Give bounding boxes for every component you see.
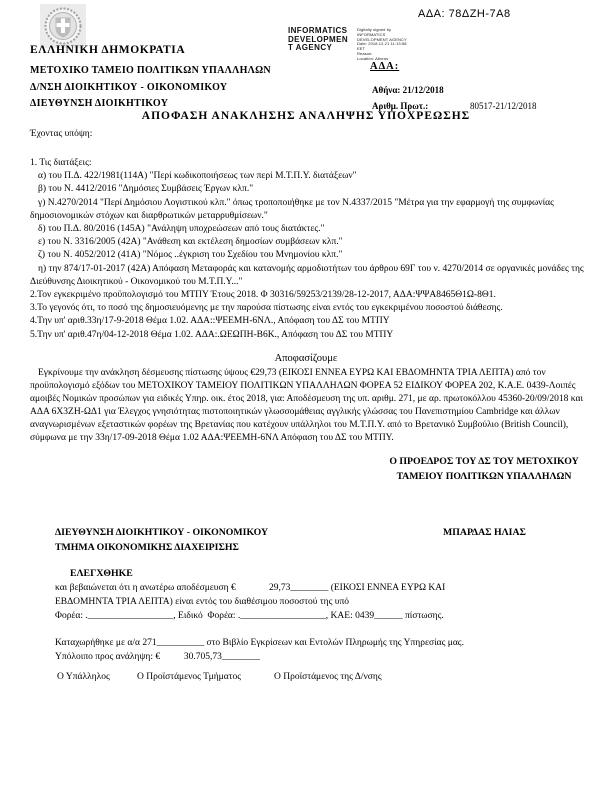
having-item-3: 3.Το γεγονός ότι, το ποσό της δημοσιευόμενης με την παρούσα πίστωσης είναι εντός του εγκεκριμένου ποσοστού διάθεσης.: [30, 303, 503, 314]
balance-line: Υπόλοιπο προς ανάληψη: € 30.705,73________: [55, 652, 260, 662]
signature-detail-line: Date: 2018.12.21 11:13:58: [357, 41, 407, 47]
provision-f: ζ) του Ν. 4052/2012 (41Α) "Νόμος ..έγκριση του Σχεδίου του Μνημονίου κλπ.": [38, 250, 343, 261]
signature-role-section-head: Ο Προϊστάμενος Τμήματος: [137, 672, 242, 682]
header-republic: ΕΛΛΗΝΙΚΗ ΔΗΜΟΚΡΑΤΙΑ: [30, 44, 186, 56]
checked-line-3: Φορέα: .__________________, Ειδικό Φορέα: .__________________, ΚΑΕ: 0439______ πίστωσης.: [55, 611, 444, 621]
president-signature-title: [378, 455, 590, 484]
registered-line: Καταχωρήθηκε με α/α 271__________ στο Βιβλίο Εγκρίσεων και Εντολών Πληρωμής της Υπηρεσίας μας.: [55, 638, 464, 648]
having-item-5: 5.Την υπ' αριθ.47η/04-12-2018 Θέμα 1.02. ΑΔΑ:.ΩΕΩΠΗ-Β6Κ., Απόφαση του ΔΣ του ΜΤΠΥ: [30, 329, 394, 340]
ada-code-top: ΑΔΑ: 78ΔΖΗ-7Α8: [418, 8, 511, 20]
signature-detail-line: Digitally signed by: [357, 27, 392, 32]
having-item-1-head: 1. Τις διατάξεις:: [30, 158, 92, 168]
provision-d: δ) του Π.Δ. 80/2016 (145Α) "Ανάληψη υποχρεώσεων από τους διατάκτες.": [38, 224, 325, 235]
document-title: ΑΠΟΦΑΣΗ ΑΝΑΚΛΗΣΗΣ ΑΝΑΛΗΨΗΣ ΥΠΟΧΡΕΩΣΗΣ: [141, 110, 471, 122]
having-list: [30, 157, 587, 342]
signature-detail-line: DEVELOPMENT AGENCY: [357, 36, 407, 42]
digital-signature-details: [357, 28, 443, 62]
greek-emblem-logo: [40, 4, 86, 48]
ida-agency-line: DEVELOPMEN: [288, 34, 349, 44]
city-date: Αθήνα: 21/12/2018: [372, 85, 444, 95]
checked-heading: ΕΛΕΓΧΘΗΚΕ: [70, 568, 133, 579]
header-fund: ΜΕΤΟΧΙΚΟ ΤΑΜΕΙΟ ΠΟΛΙΤΙΚΩΝ ΥΠΑΛΛΗΛΩΝ: [30, 65, 271, 76]
signature-detail-line: Reason:: [357, 50, 373, 56]
provision-c: γ) Ν.4270/2014 "Περί Δημόσιου Λογιστικού κλπ." όπως τροποποιήθηκε με τον Ν.4337/2015 "Μέτρα για την εφαρμογή της συμφωνίας δημοσιονομικών στόχων και διαρθρωτικών μεταρρυθμίσεων.": [30, 197, 554, 221]
provision-e: ε) του Ν. 3316/2005 (42Α) "Ανάθεση και εκτέλεση δημοσίων συμβάσεων κλπ.": [38, 237, 343, 248]
checked-line-2: ΕΒΔΟΜΗΝΤΑ ΤΡΙΑ ΛΕΠΤΑ) είναι εντός του διαθέσιμου ποσοστού της υπό: [55, 597, 350, 607]
signature-role-directorate-head: Ο Προϊστάμενος της Δ/νσης: [274, 672, 382, 682]
decision-heading: Αποφασίζουμε: [274, 353, 338, 364]
provision-b: β) του Ν. 4412/2016 "Δημόσιες Συμβάσεις Έργων κλπ.": [38, 184, 254, 195]
president-title-line-2: ΤΑΜΕΙΟΥ ΠΟΛΙΤΙΚΩΝ ΥΠΑΛΛΗΛΩΝ: [396, 470, 572, 482]
checked-line-1: και βεβαιώνεται ότι η ανωτέρω αποδέσμευση € 29,73________ (ΕΙΚΟΣΙ ΕΝΝΕΑ ΕΥΡΩ ΚΑΙ: [55, 583, 446, 593]
having-item-4: 4.Την υπ' αριθ.33η/17-9-2018 Θέμα 1.02. ΑΔΑ::ΨΕΕΜΗ-6ΝΛ., Απόφαση του ΔΣ του ΜΤΠΥ: [30, 316, 390, 327]
ada-field-label: ΑΔΑ:: [370, 61, 400, 72]
provision-g: η) την 874/17-01-2017 (42Α) Απόφαση Μεταφοράς και κατανομής αρμοδιοτήτων του άρθρου 69Γ του ν. 4270/2014 σε οργανικές μονάδες της Διεύθυνσης Διοικητικού - Οικονομικού του Μ.Τ.Π.Υ...": [30, 263, 584, 287]
ida-agency-line: INFORMATICS: [288, 26, 348, 35]
signature-role-employee: Ο Υπάλληλος: [57, 672, 110, 682]
protocol-value: 80517-21/12/2018: [470, 101, 537, 111]
president-title-line-1: Ο ΠΡΟΕΔΡΟΣ ΤΟΥ ΔΣ ΤΟΥ ΜΕΤΟΧΙΚΟΥ: [389, 456, 579, 467]
signature-detail-line: INFORMATICS: [357, 31, 386, 37]
signature-detail-line: Location: Athens: [357, 55, 389, 61]
verification-department: ΤΜΗΜΑ ΟΙΚΟΝΟΜΙΚΗΣ ΔΙΑΧΕΙΡΙΣΗΣ: [55, 542, 239, 553]
decision-body: Εγκρίνουμε την ανάκληση δέσμευσης πίστωσης ύψους €29,73 (ΕΙΚΟΣΙ ΕΝΝΕΑ ΕΥΡΩ ΚΑΙ ΕΒΔΟΜΗΝΤΑ ΤΡΙΑ ΛΕΠΤΑ) από τον προϋπολογισμό εξόδων του ΜΕΤΟΧΙΚΟΥ ΤΑΜΕΙΟΥ ΠΟΛΙΤΙΚΩΝ ΥΠΑΛΛΗΛΩΝ ΦΟΡΕΑ 52 ΕΙΔΙΚΟΥ ΦΟΡΕΑ 202, Κ.Α.Ε. 0439-Λοιπές αμοιβές Νομικών προσώπων για ειδικές Υπηρ. οικ. έτος 2018, για: Αποδέσμευση της υπ. αριθμ. 271, με αρ. πρωτοκόλλου 45360-20/09/2018 και ΑΔΑ 6Χ3ΖΗ-ΩΔ1 για Έλεγχος γνησιότητας πιστοποιητικών γλωσσομάθειας αγγλικής γλώσσας του Πανεπιστημίου Cambridge και άλλων αναγνωρισμένων εξεταστικών φορέων της Βρετανίας που κατέχουν υπάλληλοι του Μ.Τ.Π.Υ. από το Βρετανικό Συμβούλιο (British Council), σύμφωνα με την 33η/17-09-2018 Θέμα 1.02 ΑΔΑ:ΨΕΕΜΗ-6ΝΛ Απόφαση του ΔΣ του ΜΤΠΥ.: [30, 368, 584, 444]
provision-a: α) του Π.Δ. 422/1981(114Α) "Περί κωδικοποιήσεως των περί Μ.Τ.Π.Υ. διατάξεων": [38, 171, 357, 182]
having-item-2: 2.Τον εγκεκριμένο προϋπολογισμό του ΜΤΠΥ Έτους 2018. Φ 30316/59253/2139/28-12-2017, ΑΔΑ:ΨΨΑ8465Θ1Ω-8Θ1.: [30, 290, 496, 301]
ida-agency-name: [288, 27, 348, 53]
protocol-label: Αριθμ. Πρωτ.:: [372, 101, 429, 111]
header-directorate-1: Δ/ΝΣΗ ΔΙΟΙΚΗΤΙΚΟΥ - ΟΙΚΟΝΟΜΙΚΟΥ: [30, 82, 228, 93]
verification-directorate: ΔΙΕΥΘΥΝΣΗ ΔΙΟΙΚΗΤΙΚΟΥ - ΟΙΚΟΝΟΜΙΚΟΥ: [55, 527, 269, 538]
header-directorate-2: ΔΙΕΥΘΥΝΣΗ ΔΙΟΙΚΗΤΙΚΟΥ: [30, 98, 169, 109]
signature-detail-line: EET: [357, 46, 366, 52]
ida-agency-line: T AGENCY: [288, 43, 333, 52]
signer-name: ΜΠΑΡΔΑΣ ΗΛΙΑΣ: [443, 527, 526, 538]
having-intro: Έχοντας υπόψη:: [30, 129, 93, 139]
